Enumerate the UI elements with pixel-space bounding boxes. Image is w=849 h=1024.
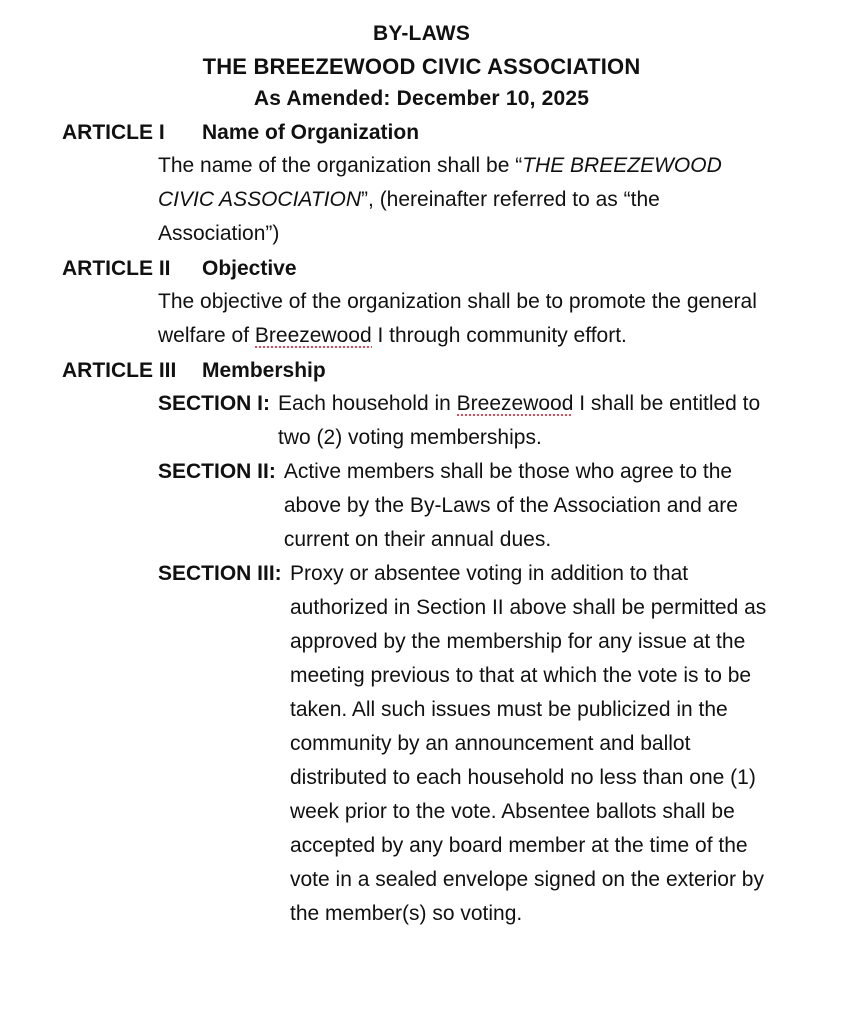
article-1-text-italic: THE BREEZEWOOD CIVIC ASSOCIATION bbox=[158, 154, 722, 212]
article-2-label: ARTICLE II bbox=[62, 257, 171, 281]
article-3-section-1-text bbox=[278, 387, 781, 455]
article-3-section-1-text-after: I shall be entitled to two (2) voting memberships. bbox=[278, 392, 761, 450]
article-3-section-1-misspelled-word: Breezewood bbox=[456, 392, 574, 416]
article-3-section-1-label: SECTION I: bbox=[158, 392, 271, 416]
article-2-paragraph bbox=[158, 285, 781, 353]
article-1-text-before: The name of the organization shall be “ bbox=[158, 154, 523, 178]
article-3-title: Membership bbox=[202, 359, 326, 383]
document-title-block bbox=[62, 18, 781, 115]
article-3-section-2 bbox=[158, 455, 781, 557]
article-1-label: ARTICLE I bbox=[62, 121, 165, 145]
article-3-section-1 bbox=[158, 387, 781, 455]
article-2-title: Objective bbox=[202, 257, 297, 281]
article-3-heading bbox=[62, 355, 781, 387]
article-3-section-1-text-before: Each household in bbox=[278, 392, 457, 416]
article-3-section-2-text: Active members shall be those who agree to the above by the By-Laws of the Association and are current on their annual dues. bbox=[283, 460, 738, 552]
document-title-line-3: As Amended: December 10, 2025 bbox=[253, 87, 590, 111]
article-3-section-3-label: SECTION III: bbox=[158, 562, 282, 586]
article-3-label: ARTICLE III bbox=[62, 359, 177, 383]
article-3-section-3-text: Proxy or absentee voting in addition to that authorized in Section II above shall be permitted as approved by the membership for any issue at the meeting previous to that at which the vote is to be taken. All such issues must be publicized in the community by an announcement and ballot distributed to each household no less than one (1) week prior to the vote. Absentee ballots shall be accepted by any board member at the time of the vote in a sealed envelope signed on the exterior by the member(s) so voting. bbox=[290, 562, 767, 926]
article-2-heading bbox=[62, 253, 781, 285]
article-2-text-before: The objective of the organization shall be to promote the general welfare of bbox=[158, 290, 757, 348]
article-3-section-3 bbox=[158, 557, 781, 931]
article-3-section-2-label: SECTION II: bbox=[158, 460, 276, 484]
article-1-heading bbox=[62, 117, 781, 149]
article-1-paragraph bbox=[158, 149, 781, 251]
article-2-misspelled-word: Breezewood bbox=[254, 324, 372, 348]
article-1-title: Name of Organization bbox=[202, 121, 420, 145]
article-2-text-after: I through community effort. bbox=[371, 324, 627, 348]
document-title-line-2: THE BREEZEWOOD CIVIC ASSOCIATION bbox=[202, 53, 641, 79]
document-title-line-1: BY-LAWS bbox=[372, 22, 471, 45]
article-1-text-after: ”, (hereinafter referred to as “the Association”) bbox=[158, 188, 660, 246]
